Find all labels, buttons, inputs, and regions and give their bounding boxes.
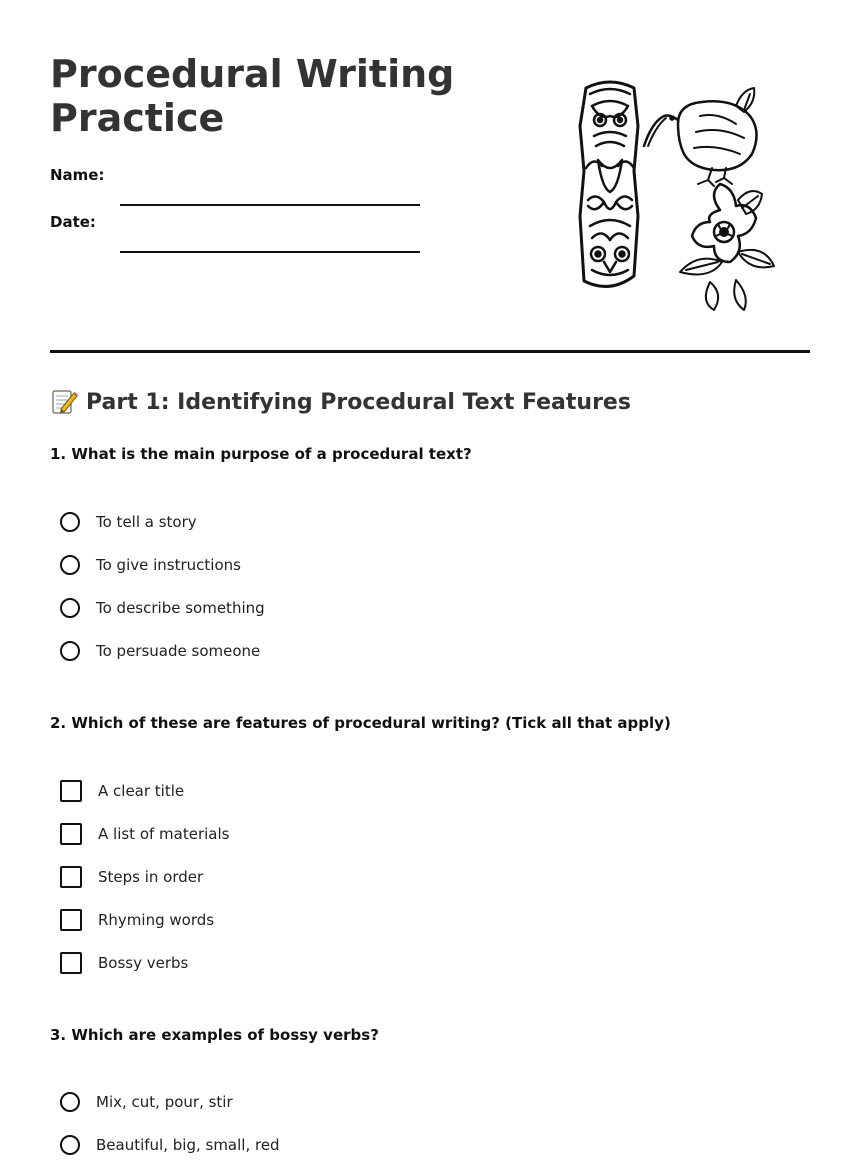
option-label: Steps in order [98, 868, 204, 886]
question-1: 1. What is the main purpose of a procedural text? [50, 445, 472, 463]
radio-button[interactable] [60, 641, 80, 661]
question-2-option-3[interactable] [60, 864, 203, 890]
option-label: To tell a story [96, 513, 197, 531]
option-label: Beautiful, big, small, red [96, 1136, 280, 1154]
checkbox[interactable] [60, 952, 82, 974]
option-label: A list of materials [98, 825, 230, 843]
section-title-text: Part 1: Identifying Procedural Text Features [86, 390, 631, 415]
radio-button[interactable] [60, 1135, 80, 1155]
name-label: Name: [50, 166, 105, 184]
radio-button[interactable] [60, 555, 80, 575]
question-3: 3. Which are examples of bossy verbs? [50, 1026, 379, 1044]
title-line-2: Practice [50, 96, 225, 140]
question-1-option-4[interactable] [60, 638, 260, 664]
question-2: 2. Which of these are features of procedural writing? (Tick all that apply) [50, 714, 671, 732]
option-label: To persuade someone [96, 642, 261, 660]
radio-button[interactable] [60, 598, 80, 618]
question-3-option-1[interactable] [60, 1089, 233, 1115]
header-illustration [574, 76, 780, 314]
name-input-line[interactable] [120, 180, 420, 206]
option-label: To give instructions [96, 556, 241, 574]
radio-button[interactable] [60, 1092, 80, 1112]
memo-icon [50, 387, 78, 415]
checkbox[interactable] [60, 909, 82, 931]
tiki-carving-icon [580, 82, 638, 286]
question-2-option-5[interactable] [60, 950, 188, 976]
worksheet-header [50, 0, 810, 353]
option-label: Rhyming words [98, 911, 215, 929]
date-field [50, 213, 420, 243]
option-label: Bossy verbs [98, 954, 189, 972]
question-1-option-1[interactable] [60, 509, 197, 535]
date-input-line[interactable] [120, 227, 420, 253]
option-label: Mix, cut, pour, stir [96, 1093, 233, 1111]
date-label: Date: [50, 213, 96, 231]
section-title-part-1 [50, 386, 631, 420]
radio-button[interactable] [60, 512, 80, 532]
name-field [50, 166, 420, 196]
question-2-option-2[interactable] [60, 821, 229, 847]
checkbox[interactable] [60, 866, 82, 888]
question-3-option-2[interactable] [60, 1132, 280, 1158]
checkbox[interactable] [60, 780, 82, 802]
page-title [50, 52, 480, 140]
title-line-1: Procedural Writing [50, 52, 455, 96]
question-1-option-2[interactable] [60, 552, 241, 578]
checkbox[interactable] [60, 823, 82, 845]
question-2-option-4[interactable] [60, 907, 214, 933]
worksheet-page [50, 0, 810, 1161]
option-label: To describe something [96, 599, 265, 617]
kiwi-bird-icon [644, 88, 757, 186]
question-1-option-3[interactable] [60, 595, 265, 621]
option-label: A clear title [98, 782, 185, 800]
question-2-option-1[interactable] [60, 778, 184, 804]
pohutukawa-flower-icon [680, 184, 774, 310]
